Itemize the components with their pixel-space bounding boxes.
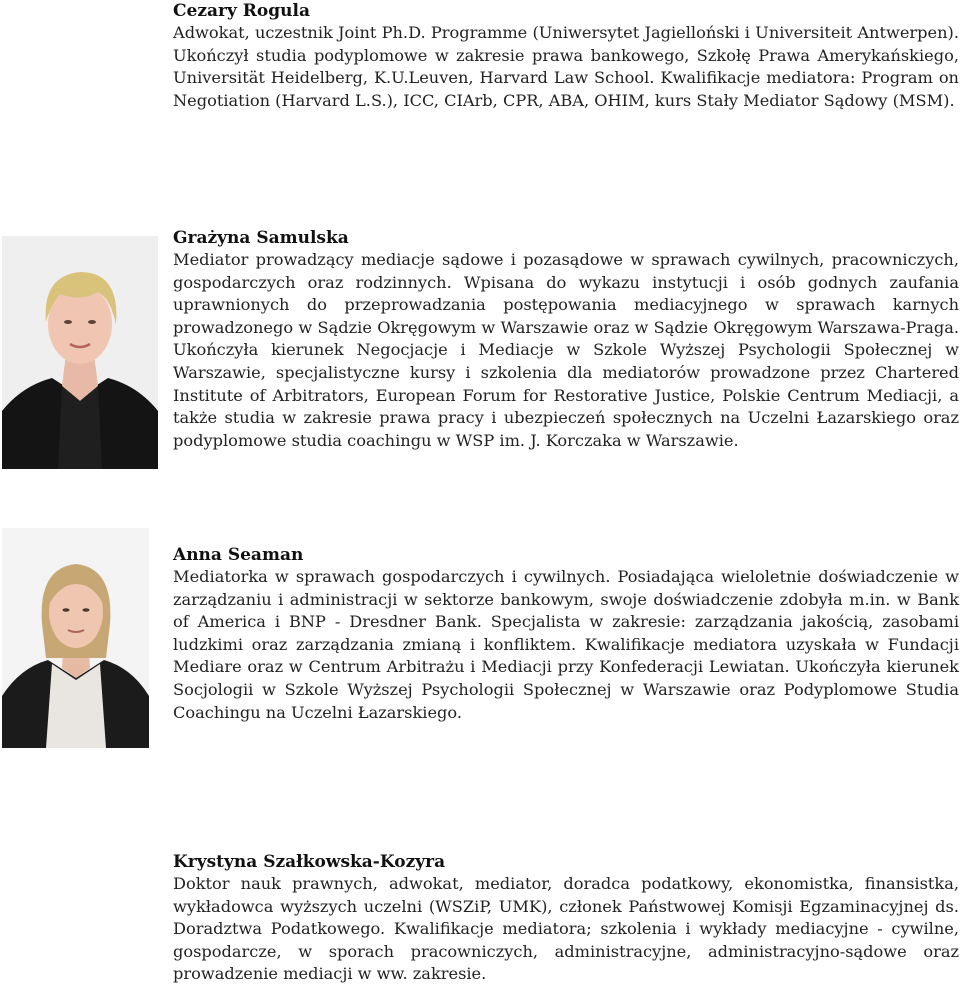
person-entry-seaman bbox=[173, 544, 959, 724]
person-bio: Mediator prowadzący mediacje sądowe i pozasądowe w sprawach cywilnych, pracowniczych, gospodarczych oraz rodzinnych. Wpisana do wykazu instytucji i osób godnych zaufania uprawnionych do przeprowadzania postępowania mediacyjnego w sprawach karnych prowadzonego w Sądzie Okręgowym w Warszawie oraz w Sądzie Okręgowym Warszawa-Praga. Ukończyła kierunek Negocjacje i Mediacje w Szkole Wyższej Psychologii Społecznej w Warszawie, specjalistyczne kursy i szkolenia dla mediatorów prowadzone przez Chartered Institute of Arbitrators, European Forum for Restorative Justice, Polskie Centrum Mediacji, a także studia w zakresie prawa pracy i ubezpieczeń społecznych na Uczelni Łazarskiego oraz podyplomowe studia coachingu w WSP im. J. Korczaka w Warszawie. bbox=[173, 250, 959, 450]
person-name: Krystyna Szałkowska-Kozyra bbox=[173, 852, 446, 872]
person-bio: Mediatorka w sprawach gospodarczych i cywilnych. Posiadająca wieloletnie doświadczenie w zarządzaniu i administracji w sektorze bankowym, swoje doświadczenie zdobyła m.in. w Bank of America i BNP - Dresdner Bank. Specjalista w zakresie: zarządzania jakością, zasobami ludzkimi oraz zarządzania zmianą i konfliktem. Kwalifikacje mediatora uzyskała w Fundacji Mediare oraz w Centrum Arbitrażu i Mediacji przy Konfederacji Lewiatan. Ukończyła kierunek Socjologii w Szkole Wyższej Psychologii Społecznej w Warszawie oraz Podyplomowe Studia Coachingu na Uczelni Łazarskiego. bbox=[173, 567, 959, 722]
portrait-photo-samulska bbox=[2, 236, 158, 469]
person-name: Grażyna Samulska bbox=[173, 228, 349, 248]
portrait-photo-seaman bbox=[2, 528, 149, 748]
portrait-samulska-image bbox=[2, 236, 158, 469]
portrait-seaman-image bbox=[2, 528, 149, 748]
person-bio: Adwokat, uczestnik Joint Ph.D. Programme (Uniwersytet Jagielloński i Universiteit Antwerpen). Ukończył studia podyplomowe w zakresie prawa bankowego, Szkołę Prawa Amerykańskiego, Universität Heidelberg, K.U.Leuven, Harvard Law School. Kwalifikacje mediatora: Program on Negotiation (Harvard L.S.), ICC, CIArb, CPR, ABA, OHIM, kurs Stały Mediator Sądowy (MSM). bbox=[173, 23, 959, 110]
person-name: Cezary Rogula bbox=[173, 1, 310, 21]
person-name: Anna Seaman bbox=[173, 545, 304, 565]
person-entry-szalkowska-kozyra bbox=[173, 851, 959, 986]
person-entry-rogula bbox=[173, 0, 959, 112]
person-entry-samulska bbox=[173, 227, 959, 452]
person-bio: Doktor nauk prawnych, adwokat, mediator, doradca podatkowy, ekonomistka, finansistka, wykładowca wyższych uczelni (WSZiP, UMK), członek Państwowej Komisji Egzaminacyjnej ds. Doradztwa Podatkowego. Kwalifikacje mediatora; szkolenia i wykłady mediacyjne - cywilne, gospodarcze, w sporach pracowniczych, administracyjne, administracyjno-sądowe oraz prowadzenie mediacji w ww. zakresie. bbox=[173, 874, 959, 984]
